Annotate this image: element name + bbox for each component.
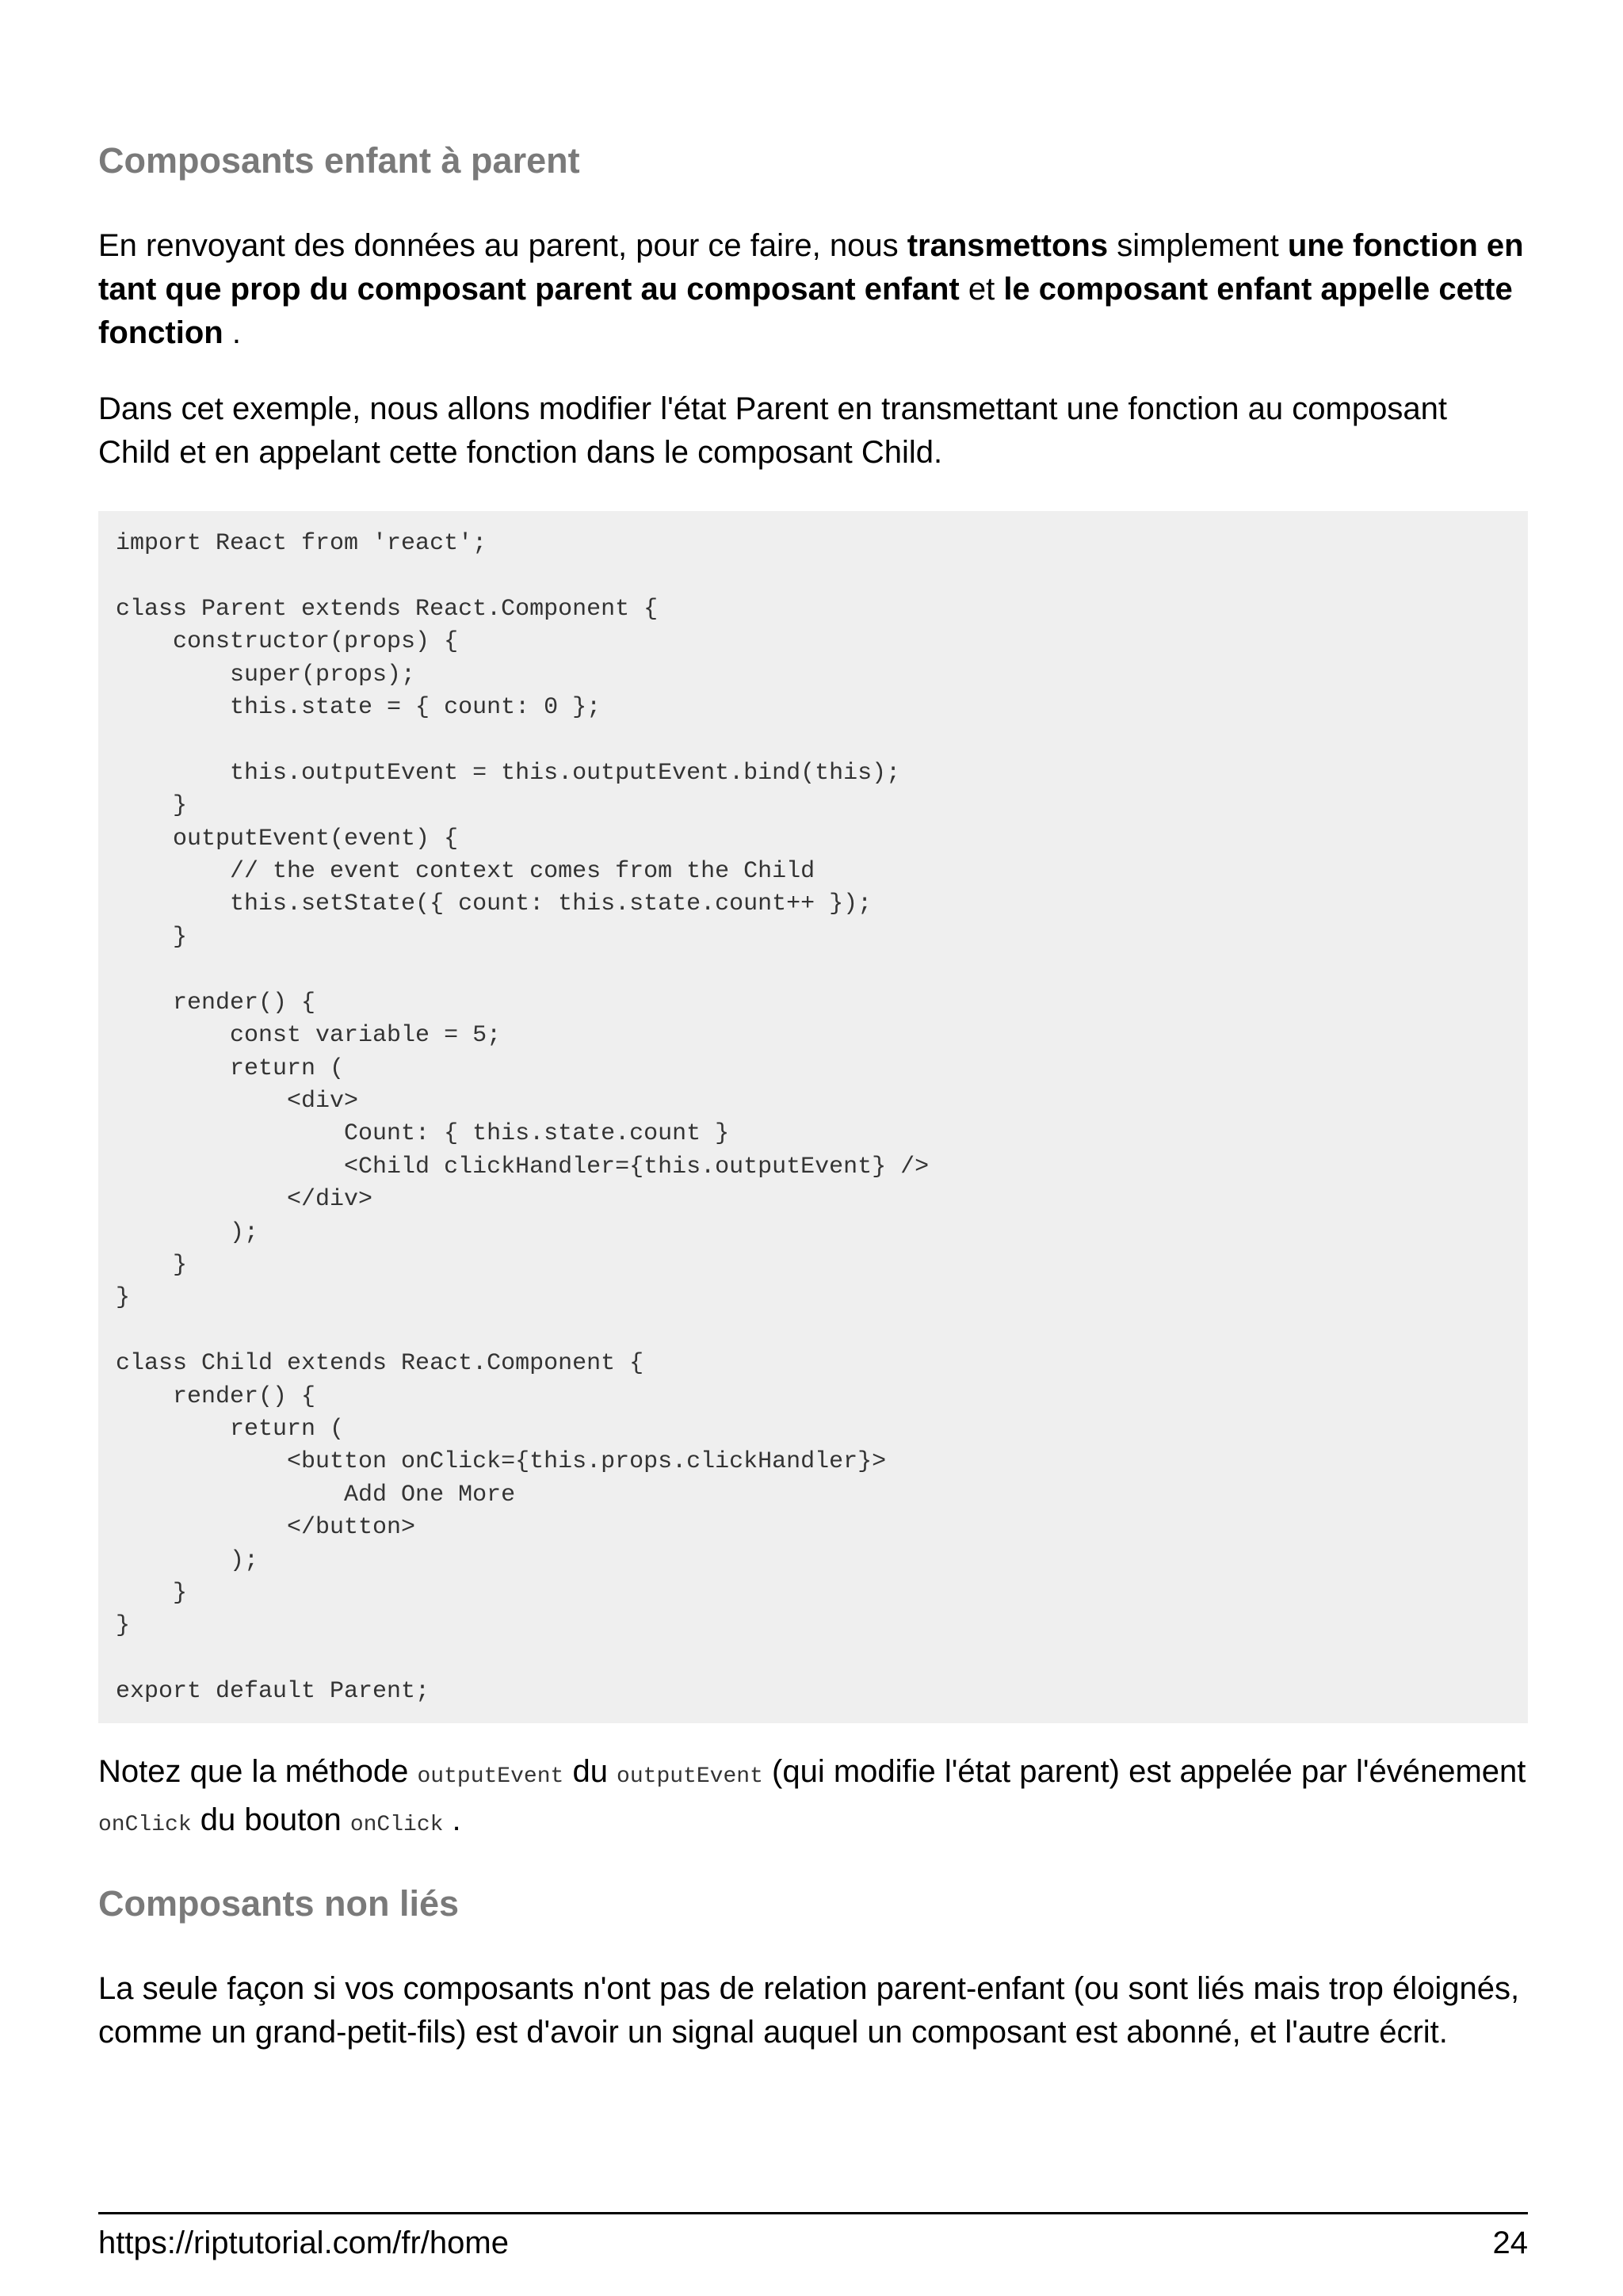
bold-run: une fonction en tant que prop du composant parent au composant enfant	[98, 228, 1524, 307]
inline-code: onClick	[98, 1813, 192, 1837]
code-block	[98, 511, 1528, 1723]
note-paragraph	[98, 1750, 1528, 1847]
text-run: du	[563, 1754, 617, 1789]
code-listing: import React from 'react'; class Parent extends React.Component { constructor(props) { super(props); this.state = { count: 0 }; this.outputEvent = this.outputEvent.bind(this); } outputEvent(event) { // the event context comes from the Child this.setState({ count: this.state.count++ }); } render() { const variable = 5; return ( <div> Count: { this.state.count } <Child clickHandler={this.outputEvent} /> </div> ); } } class Child extends React.Component { render() { return ( <button onClick={this.props.clickHandler}> Add One More </button> ); } } export default Parent;	[116, 530, 930, 1706]
section-heading-child-to-parent: Composants enfant à parent	[98, 140, 580, 181]
document-page	[98, 0, 1528, 2296]
inline-code: outputEvent	[617, 1764, 763, 1789]
unrelated-paragraph: La seule façon si vos composants n'ont pas de relation parent-enfant (ou sont liés mais trop éloignés, comme un grand-petit-fils) est d'avoir un signal auquel un composant est abonné, et l'autre écrit.	[98, 1971, 1520, 2050]
text-run: (qui modifie l'état parent) est appelée par l'événement	[762, 1754, 1526, 1789]
page-number: 24	[1492, 2225, 1528, 2260]
bold-run: transmettons	[907, 228, 1109, 263]
inline-code: outputEvent	[417, 1764, 564, 1789]
text-run: simplement	[1108, 228, 1288, 263]
text-run: .	[223, 315, 241, 350]
footer-url: https://riptutorial.com/fr/home	[98, 2225, 509, 2260]
text-run: Notez que la méthode	[98, 1754, 418, 1789]
text-run: et	[959, 272, 1004, 307]
bold-run: le composant enfant appelle cette fonction	[98, 272, 1513, 350]
section-heading-unrelated: Composants non liés	[98, 1883, 460, 1924]
inline-code: onClick	[349, 1813, 444, 1837]
example-paragraph: Dans cet exemple, nous allons modifier l'état Parent en transmettant une fonction au composant Child et en appelant cette fonction dans le composant Child.	[98, 391, 1447, 470]
text-run: En renvoyant des données au parent, pour ce faire, nous	[98, 228, 907, 263]
intro-paragraph	[98, 224, 1528, 355]
footer-divider	[98, 2212, 1528, 2214]
text-run: .	[443, 1802, 461, 1837]
text-run: du bouton	[191, 1802, 350, 1837]
